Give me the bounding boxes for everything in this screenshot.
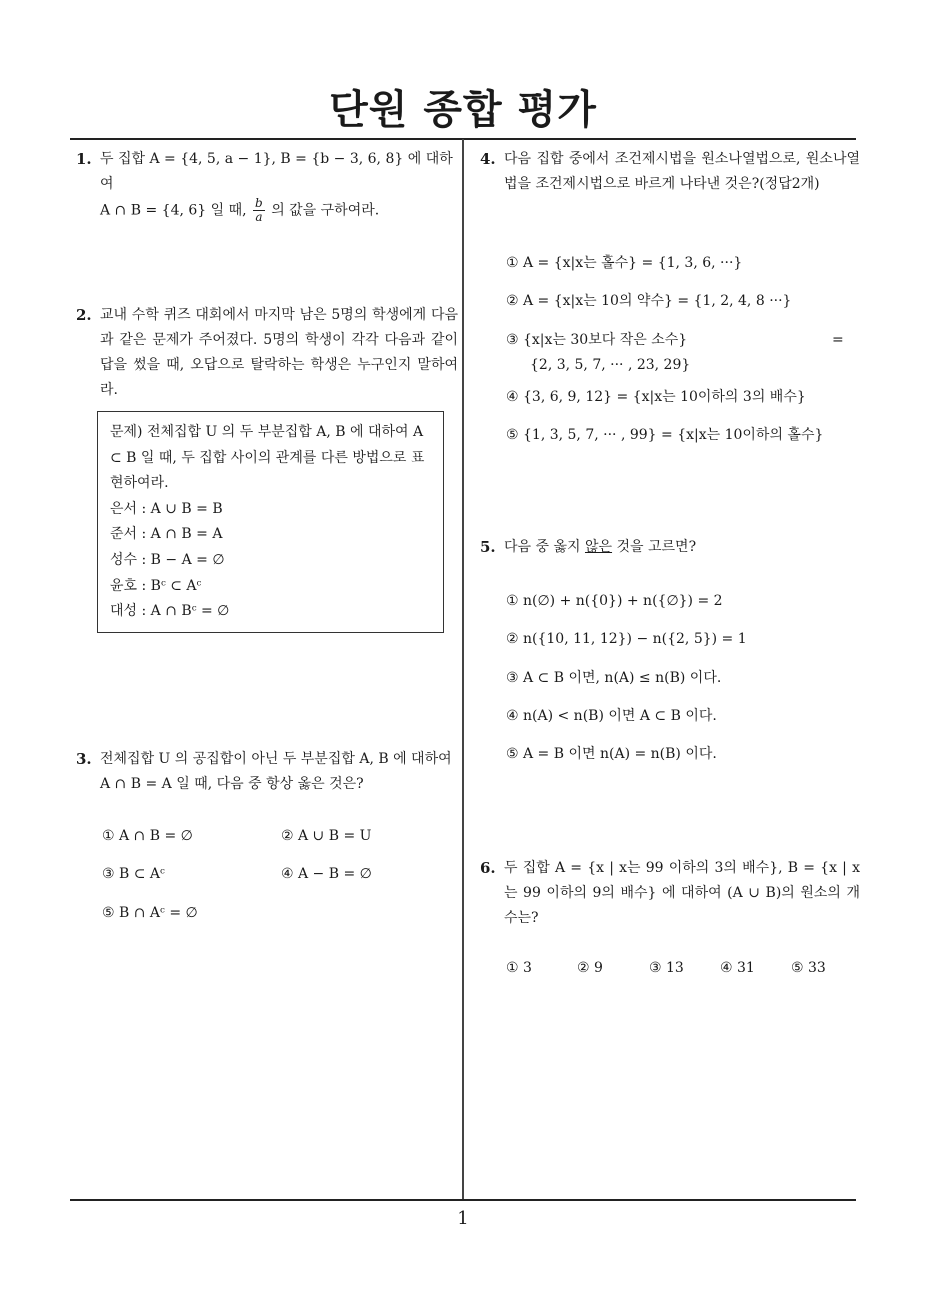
option[interactable]: ④ 31 xyxy=(720,960,755,976)
underlined-word: 않은 xyxy=(584,539,613,555)
page-title: 단원 종합 평가 xyxy=(329,87,597,133)
question-text: 두 집합 A = {x | x는 99 이하의 3의 배수}, B = {x | x는 99 이하의 9의 배수} 에 대하여 (A ∪ B)의 원소의 개수는? xyxy=(504,860,860,926)
question-text-part: 것을 고르면? xyxy=(612,539,697,555)
student-answer: 대성 : A ∩ Bᶜ = ∅ xyxy=(110,603,230,620)
question-number: 6. xyxy=(480,859,496,877)
question-3 xyxy=(76,747,458,797)
fraction xyxy=(253,197,265,224)
fraction-denominator: a xyxy=(255,210,263,224)
column-divider xyxy=(462,139,464,1200)
question-text: 두 집합 A = {4, 5, a − 1}, B = {b − 3, 6, 8} 에 대하여 xyxy=(100,151,453,192)
option[interactable]: ① A ∩ B = ∅ xyxy=(102,828,193,844)
student-answer: 준서 : A ∩ B = A xyxy=(110,526,223,543)
question-text xyxy=(504,535,860,560)
question-6 xyxy=(480,856,860,931)
page-number: 1 xyxy=(457,1208,469,1229)
bottom-rule xyxy=(70,1199,856,1201)
option[interactable]: ④ n(A) < n(B) 이면 A ⊂ B 이다. xyxy=(506,708,717,724)
option[interactable]: ④ {3, 6, 9, 12} = {x|x는 10이하의 3의 배수} xyxy=(506,389,806,405)
option-continuation: = xyxy=(832,332,844,348)
option[interactable]: ③ A ⊂ B 이면, n(A) ≤ n(B) 이다. xyxy=(506,670,722,686)
question-text xyxy=(100,197,460,224)
option[interactable]: ③ {x|x는 30보다 작은 소수} xyxy=(506,332,688,348)
option[interactable]: ① 3 xyxy=(506,960,532,976)
question-text: 전체집합 U 의 공집합이 아닌 두 부분집합 A, B 에 대하여 A ∩ B = A 일 때, 다음 중 항상 옳은 것은? xyxy=(100,751,452,792)
option[interactable]: ④ A − B = ∅ xyxy=(281,866,372,882)
option-continuation: {2, 3, 5, 7, ··· , 23, 29} xyxy=(530,357,691,373)
box-problem-text: 문제) 전체집합 U 의 두 부분집합 A, B 에 대하여 A ⊂ B 일 때, 두 집합 사이의 관계를 다른 방법으로 표현하여라. xyxy=(110,424,425,492)
question-number: 1. xyxy=(76,150,92,168)
option[interactable]: ② A = {x|x는 10의 약수} = {1, 2, 4, 8 ···} xyxy=(506,293,792,309)
option[interactable]: ② n({10, 11, 12}) − n({2, 5}) = 1 xyxy=(506,631,747,647)
question-number: 2. xyxy=(76,306,92,324)
question-5 xyxy=(480,535,860,560)
student-answer: 은서 : A ∪ B = B xyxy=(110,500,223,517)
option[interactable]: ② 9 xyxy=(577,960,603,976)
question-number: 3. xyxy=(76,750,92,768)
question-number: 5. xyxy=(480,538,496,556)
question-1 xyxy=(76,147,460,224)
question-text-part: 다음 중 옳지 xyxy=(504,539,585,555)
question-number: 4. xyxy=(480,150,496,168)
option[interactable]: ① A = {x|x는 홀수} = {1, 3, 6, ···} xyxy=(506,255,743,271)
option[interactable]: ⑤ 33 xyxy=(791,960,826,976)
question-text-part: A ∩ B = {4, 6} 일 때, xyxy=(100,202,247,219)
option[interactable]: ③ B ⊂ Aᶜ xyxy=(102,866,165,882)
option[interactable]: ① n(∅) + n({0}) + n({∅}) = 2 xyxy=(506,593,723,609)
question-text-part: 의 값을 구하여라. xyxy=(271,202,380,219)
option[interactable]: ⑤ B ∩ Aᶜ = ∅ xyxy=(102,905,198,921)
question-2 xyxy=(76,303,458,403)
question-text: 다음 집합 중에서 조건제시법을 원소나열법으로, 원소나열법을 조건제시법으로 바르게 나타낸 것은?(정답2개) xyxy=(504,151,860,192)
question-text: 교내 수학 퀴즈 대회에서 마지막 남은 5명의 학생에게 다음과 같은 문제가 주어졌다. 5명의 학생이 각각 다음과 같이 답을 썼을 때, 오답으로 탈락하는 학생은 누구인지 말하여라. xyxy=(100,307,458,398)
question-4 xyxy=(480,147,860,197)
student-answer: 성수 : B − A = ∅ xyxy=(110,551,225,568)
problem-box xyxy=(97,411,444,633)
student-answer: 윤호 : Bᶜ ⊂ Aᶜ xyxy=(110,577,202,594)
fraction-numerator: b xyxy=(255,196,263,210)
option[interactable]: ⑤ {1, 3, 5, 7, ··· , 99} = {x|x는 10이하의 홀수} xyxy=(506,427,824,443)
option[interactable]: ② A ∪ B = U xyxy=(281,828,372,844)
option[interactable]: ⑤ A = B 이면 n(A) = n(B) 이다. xyxy=(506,746,717,762)
option[interactable]: ③ 13 xyxy=(649,960,684,976)
